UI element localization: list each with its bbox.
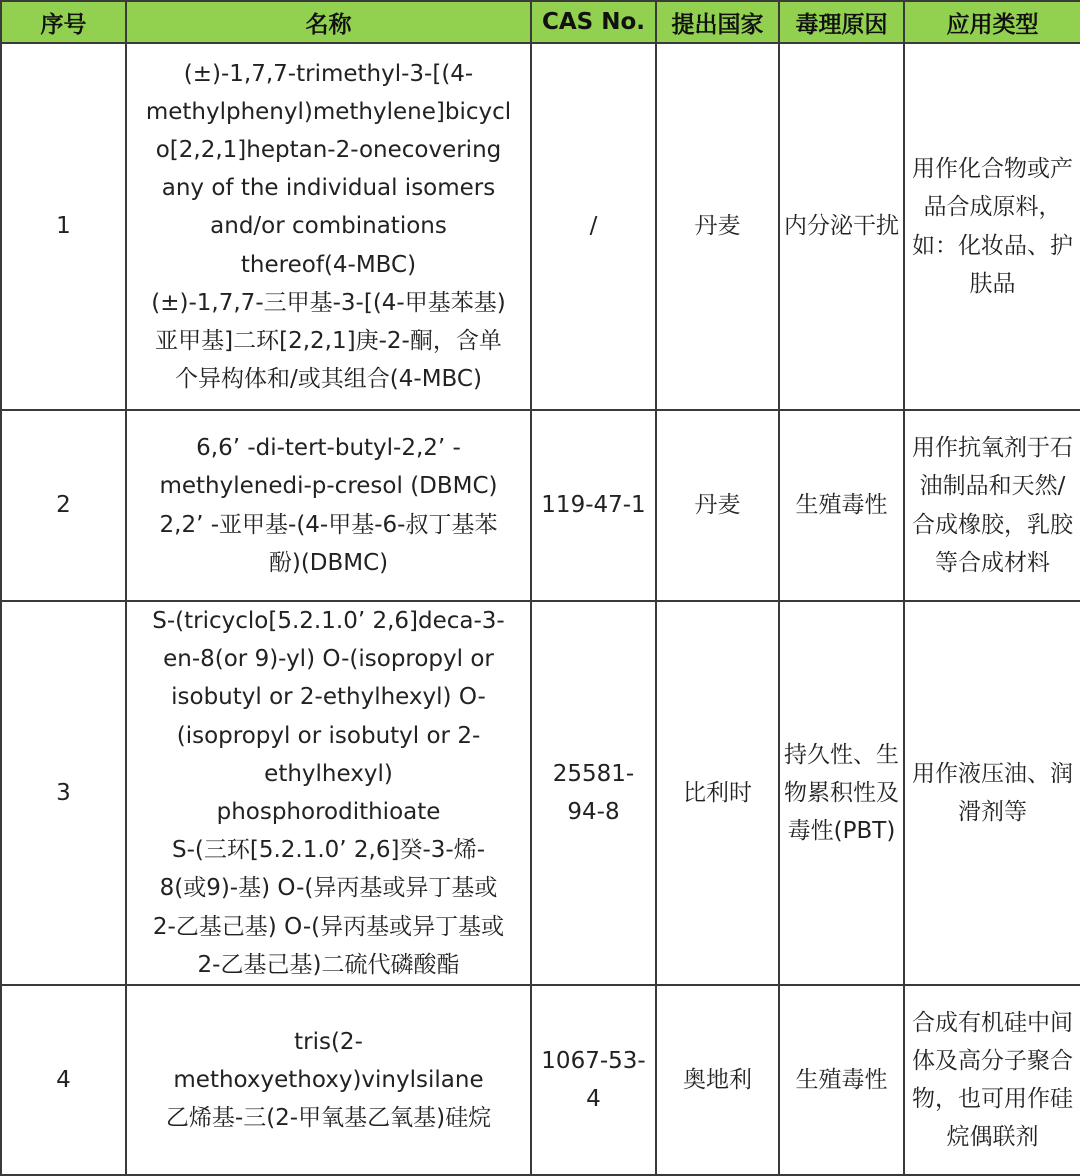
name-line: isobutyl or 2-ethylhexyl) O- xyxy=(171,684,486,711)
name-line: phosphorodithioate xyxy=(216,799,441,826)
toxicity-reason: 生殖毒性 xyxy=(779,985,904,1175)
proposing-country: 奥地利 xyxy=(656,985,779,1175)
cas-number: 1067-53-4 xyxy=(531,985,656,1175)
application-type: 用作化合物或产品合成原料，如：化妆品、护肤品 xyxy=(904,43,1080,410)
name-line: methylphenyl)methylene]bicycl xyxy=(145,98,512,125)
header-reason: 毒理原因 xyxy=(779,1,904,43)
name-line: ethylhexyl) xyxy=(264,760,393,787)
table-row xyxy=(1,985,1080,1175)
name-line: any of the individual isomers xyxy=(161,175,496,202)
row-index: 4 xyxy=(1,985,126,1175)
application-type: 合成有机硅中间体及高分子聚合物，也可用作硅烷偶联剂 xyxy=(904,985,1080,1175)
name-line: 酚)(DBMC) xyxy=(268,549,389,576)
name-line: 2,2’ -亚甲基-(4-甲基-6-叔丁基苯 xyxy=(159,511,498,538)
substance-name xyxy=(126,410,531,601)
table-row xyxy=(1,43,1080,410)
header-country: 提出国家 xyxy=(656,1,779,43)
toxicity-reason: 生殖毒性 xyxy=(779,410,904,601)
application-type: 用作液压油、润滑剂等 xyxy=(904,601,1080,985)
table-row xyxy=(1,601,1080,985)
name-line: methoxyethoxy)vinylsilane xyxy=(173,1066,484,1093)
substance-name xyxy=(126,601,531,985)
application-type: 用作抗氧剂于石油制品和天然/合成橡胶，乳胶等合成材料 xyxy=(904,410,1080,601)
toxicity-reason: 持久性、生物累积性及毒性(PBT) xyxy=(779,601,904,985)
name-line: 亚甲基]二环[2,2,1]庚-2-酮，含单 xyxy=(155,328,502,354)
name-line: 个异构体和/或其组合(4-MBC) xyxy=(175,366,482,393)
header-row xyxy=(1,1,1080,43)
name-line: 8(或9)-基) O-(异丙基或异丁基或 xyxy=(159,875,498,902)
name-line: 6,6’ -di-tert-butyl-2,2’ - xyxy=(196,435,461,462)
substance-name xyxy=(126,985,531,1175)
name-line: S-(tricyclo[5.2.1.0’ 2,6]deca-3- xyxy=(152,608,505,634)
cas-number: 119-47-1 xyxy=(531,410,656,601)
name-line: S-(三环[5.2.1.0’ 2,6]癸-3-烯- xyxy=(171,837,485,864)
name-line: 2-乙基己基) O-(异丙基或异丁基或 xyxy=(152,913,505,940)
toxicity-reason: 内分泌干扰 xyxy=(779,43,904,410)
name-line: (isopropyl or isobutyl or 2- xyxy=(176,722,481,749)
header-name: 名称 xyxy=(126,1,531,43)
proposing-country: 比利时 xyxy=(656,601,779,985)
name-line: 乙烯基-三(2-甲氧基乙氧基)硅烷 xyxy=(165,1105,492,1132)
cas-number: / xyxy=(531,43,656,410)
header-usage: 应用类型 xyxy=(904,1,1080,43)
row-index: 1 xyxy=(1,43,126,410)
header-index: 序号 xyxy=(1,1,126,43)
header-cas: CAS No. xyxy=(531,1,656,43)
name-line: (±)-1,7,7-三甲基-3-[(4-甲基苯基) xyxy=(151,289,506,316)
cas-number: 25581-94-8 xyxy=(531,601,656,985)
row-index: 2 xyxy=(1,410,126,601)
name-line: (±)-1,7,7-trimethyl-3-[(4- xyxy=(183,60,474,87)
name-line: thereof(4-MBC) xyxy=(240,251,417,278)
proposing-country: 丹麦 xyxy=(656,43,779,410)
name-line: o[2,2,1]heptan-2-onecovering xyxy=(155,136,502,163)
proposing-country: 丹麦 xyxy=(656,410,779,601)
name-line: tris(2- xyxy=(294,1028,363,1055)
row-index: 3 xyxy=(1,601,126,985)
substance-name xyxy=(126,43,531,410)
table-row xyxy=(1,410,1080,601)
name-line: en-8(or 9)-yl) O-(isopropyl or xyxy=(163,646,494,673)
name-line: methylenedi-p-cresol (DBMC) xyxy=(159,473,498,500)
name-line: and/or combinations xyxy=(210,213,447,240)
name-line: 2-乙基己基)二硫代磷酸酯 xyxy=(197,951,460,978)
